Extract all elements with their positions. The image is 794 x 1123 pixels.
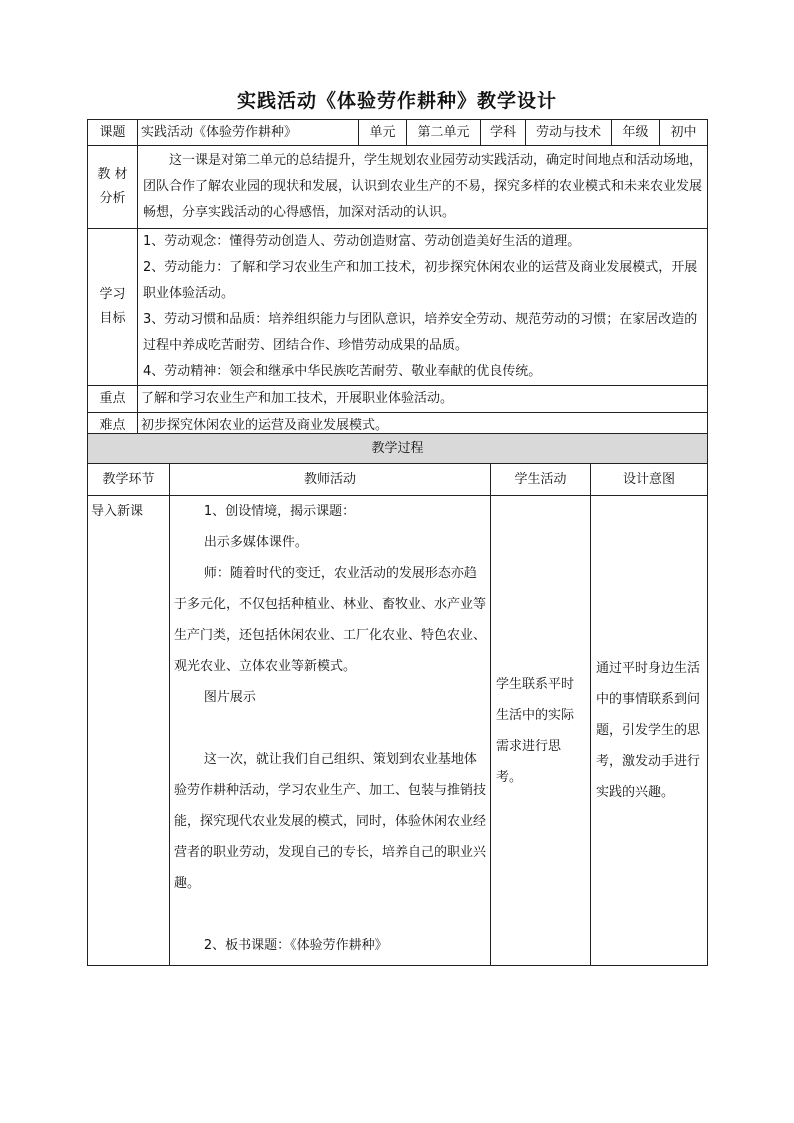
teacher-step: 2、板书课题：《体验劳作耕种》 bbox=[203, 938, 388, 953]
goal-item: 2、劳动能力：了解和学习农业生产和加工技术，初步探究休闲农业的运营及商业发展模式，开展职业体验活动。 bbox=[143, 260, 698, 301]
difficulty-text: 初步探究休闲农业的运营及商业发展模式。 bbox=[138, 413, 708, 440]
key-point-label: 重点 bbox=[88, 386, 138, 413]
info-row bbox=[88, 120, 708, 146]
column-header-stage: 教学环节 bbox=[88, 464, 170, 496]
analysis-row bbox=[88, 146, 708, 229]
subject-value: 劳动与技术 bbox=[526, 120, 612, 146]
goals-list bbox=[138, 229, 708, 386]
subject-label: 学科 bbox=[481, 120, 526, 146]
teacher-step: 师：随着时代的变迁，农业活动的发展形态亦趋于多元化，不仅包括种植业、林业、畜牧业、水产业等生产门类，还包括休闲农业、工厂化农业、特色农业、观光农业、立体农业等新模式。 bbox=[174, 566, 487, 674]
topic-value: 实践活动《体验劳作耕种》 bbox=[138, 120, 359, 146]
document-title: 实践活动《体验劳作耕种》教学设计 bbox=[236, 90, 557, 112]
grade-value: 初中 bbox=[660, 120, 708, 146]
process-header-row bbox=[88, 434, 708, 464]
column-header-teacher: 教师活动 bbox=[170, 464, 491, 496]
unit-value: 第二单元 bbox=[407, 120, 481, 146]
goals-row bbox=[88, 229, 708, 386]
goals-label: 学习 目标 bbox=[88, 229, 138, 386]
design-intent: 通过平时身边生活中的事情联系到问题，引发学生的思考，激发动手进行实践的兴趣。 bbox=[591, 496, 708, 966]
lesson-info-table bbox=[87, 119, 708, 440]
process-row bbox=[88, 496, 708, 966]
topic-label: 课题 bbox=[88, 120, 138, 146]
grade-label: 年级 bbox=[612, 120, 660, 146]
column-header-intent: 设计意图 bbox=[591, 464, 708, 496]
column-header-student: 学生活动 bbox=[491, 464, 591, 496]
teacher-step: 1、创设情境，揭示课题： bbox=[203, 504, 356, 519]
unit-label: 单元 bbox=[359, 120, 407, 146]
teacher-step: 这一次，就让我们自己组织、策划到农业基地体验劳作耕种活动，学习农业生产、加工、包装与推销技能，探究现代农业发展的模式，同时，体验休闲农业经营者的职业劳动，发现自己的专长，培养自己的职业兴趣。 bbox=[174, 752, 487, 891]
analysis-text: 这一课是对第二单元的总结提升，学生规划农业园劳动实践活动，确定时间地点和活动场地，团队合作了解农业园的现状和发展，认识到农业生产的不易，探究多样的农业模式和未来农业发展畅想，分享实践活动的心得感悟，加深对活动的认识。 bbox=[138, 146, 708, 229]
key-point-text: 了解和学习农业生产和加工技术，开展职业体验活动。 bbox=[138, 386, 708, 413]
teacher-activity bbox=[170, 496, 491, 966]
key-point-row bbox=[88, 386, 708, 413]
goal-item: 1、劳动观念：懂得劳动创造人、劳动创造财富、劳动创造美好生活的道理。 bbox=[143, 234, 581, 249]
teaching-process-table bbox=[87, 433, 708, 966]
teacher-step: 图片展示 bbox=[203, 690, 256, 705]
teacher-step: 出示多媒体课件。 bbox=[203, 535, 308, 550]
stage-name: 导入新课 bbox=[88, 496, 170, 966]
analysis-label: 教 材 分析 bbox=[88, 146, 138, 229]
goal-item: 3、劳动习惯和品质：培养组织能力与团队意识，培养安全劳动、规范劳动的习惯；在家居改造的过程中养成吃苦耐劳、团结合作、珍惜劳动成果的品质。 bbox=[143, 312, 698, 353]
process-header: 教学过程 bbox=[88, 434, 708, 464]
student-activity: 学生联系平时生活中的实际需求进行思考。 bbox=[491, 496, 591, 966]
goal-item: 4、劳动精神：领会和继承中华民族吃苦耐劳、敬业奉献的优良传统。 bbox=[143, 364, 542, 379]
process-columns-row bbox=[88, 464, 708, 496]
difficulty-label: 难点 bbox=[88, 413, 138, 440]
